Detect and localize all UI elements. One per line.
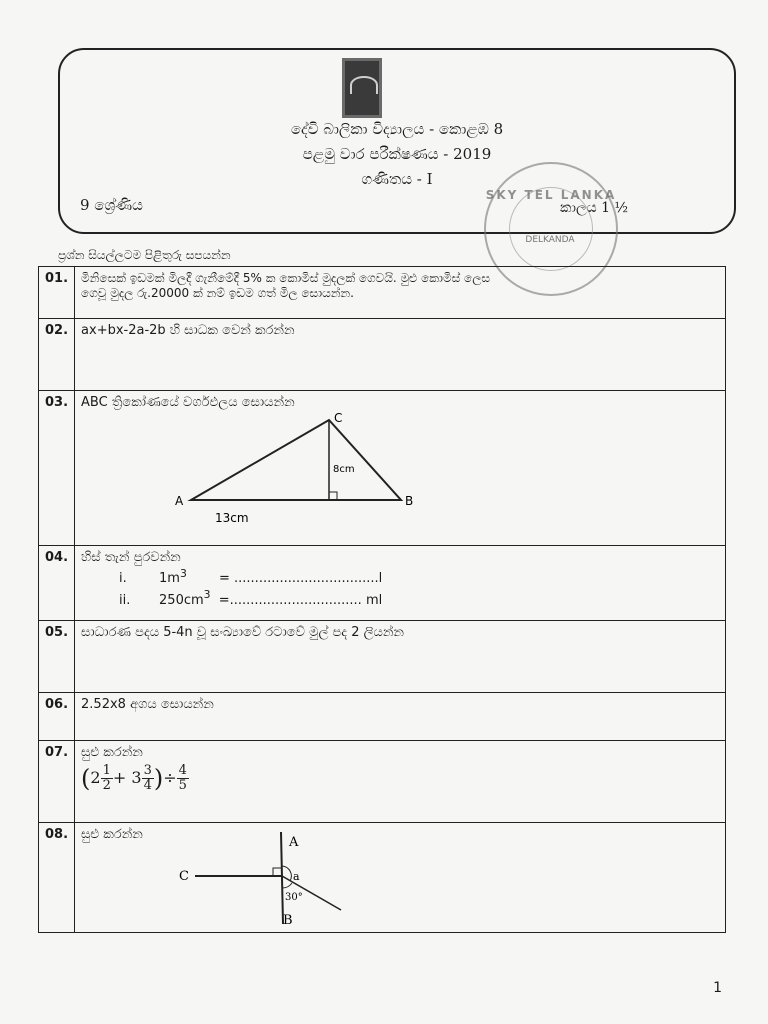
question-number: 03. (39, 391, 75, 546)
instruction-text: ප්‍රශ්න සියල්ලටම පිළිතුරු සපයන්න (58, 248, 231, 262)
conversion-item (119, 567, 719, 586)
question-number: 08. (39, 823, 75, 933)
blank-line: = ...................................l (219, 571, 383, 587)
angle-diagram (151, 828, 371, 926)
question-text (75, 693, 726, 741)
whole-number: 3 (131, 768, 142, 787)
question-row (39, 741, 726, 823)
question-line: සුළු කරන්න (81, 827, 143, 842)
question-row (39, 267, 726, 319)
unit-power: 3 (203, 588, 211, 602)
question-line: 2.52x8 අගය සොයන්න (81, 697, 214, 712)
label-b: B (283, 913, 293, 928)
question-number: 04. (39, 546, 75, 621)
base-label: 13cm (215, 511, 249, 525)
question-line: හිස් තැන් පුරවන්න (81, 550, 181, 565)
question-number: 07. (39, 741, 75, 823)
fraction (177, 764, 189, 793)
vertex-a-label: A (175, 494, 184, 508)
roman-numeral: ii. (119, 592, 131, 608)
denominator: 4 (143, 778, 152, 793)
grade-label: 9 ශ්‍රේණිය (80, 196, 143, 214)
numerator: 1 (102, 763, 111, 778)
question-line: මිනිසෙක් ඉඩමක් මිලදී ගැනීමේදී 5% ක කොමිස් මුදලක් ගෙවයි. මුළු කොමිස් ලෙස (81, 271, 491, 285)
exam-title: පළමු වාර පරීක්ෂණය - 2019 (302, 145, 492, 163)
question-line: ගෙවූ මුදල රු.20000 ක් නම් ඉඩම ගත් මිල සොයන්න. (81, 286, 354, 300)
question-number: 05. (39, 621, 75, 693)
question-number: 01. (39, 267, 75, 319)
header-box (58, 48, 736, 234)
question-line: ABC ත්‍රිකෝණයේ වර්ගඵලය සොයන්න (81, 395, 295, 410)
denominator: 2 (102, 778, 111, 793)
question-line: සාධාරණ පදය 5-4n වූ සංඛ්‍යාවේ රටාවේ මුල් පද 2 ලියන්න (81, 625, 404, 640)
question-row (39, 823, 726, 933)
unit-text: 1m (159, 571, 180, 587)
divide-sign: ÷ (163, 768, 177, 787)
time-label: කාලය 1 ½ (560, 200, 629, 216)
stamp-text: SKY TEL LANKA (485, 188, 617, 202)
question-text (75, 267, 726, 319)
question-line: ax+bx-2a-2b හි සාධක වෙන් කරන්න (81, 323, 295, 338)
right-angle-mark (273, 868, 282, 876)
vertex-b-label: B (405, 494, 414, 508)
plus-sign: + (112, 768, 127, 787)
fraction-expression: (2 $\frac{1}{2}$ + 3 $\frac{3}{4}$ )÷ $\frac{4}{5}$ (81, 763, 187, 793)
question-row (39, 693, 726, 741)
subject-title: ගණිතය - I (361, 170, 433, 188)
question-text (75, 823, 726, 933)
question-row (39, 319, 726, 391)
question-text (75, 391, 726, 546)
unit-power: 3 (179, 567, 187, 580)
question-text (75, 319, 726, 391)
roman-numeral: i. (119, 571, 127, 587)
fraction (142, 764, 154, 793)
conversion-item (119, 588, 719, 607)
question-row (39, 391, 726, 546)
school-name: දේවි බාලිකා විද්‍යාලය - කොළඹ 8 (290, 120, 504, 138)
question-text (75, 741, 726, 823)
blank-line: =................................ ml (218, 592, 383, 608)
question-number: 06. (39, 693, 75, 741)
page-number: 1 (713, 980, 722, 996)
vertex-c-label: C (334, 411, 343, 425)
question-table (38, 266, 726, 933)
fraction (101, 764, 113, 793)
triangle-diagram (171, 410, 414, 528)
whole-number: 2 (90, 768, 101, 787)
unit-text: 250cm (159, 592, 204, 608)
numerator: 4 (178, 763, 187, 778)
question-number: 02. (39, 319, 75, 391)
vertical-line-ab (281, 832, 283, 924)
question-text (75, 546, 726, 621)
angle-arc-30 (282, 883, 292, 888)
right-angle-mark (329, 492, 337, 500)
label-a: A (289, 835, 299, 850)
label-c: C (179, 869, 189, 884)
angle-30-label: 30° (285, 892, 303, 903)
height-label: 8cm (333, 464, 355, 475)
numerator: 3 (143, 763, 152, 778)
question-row (39, 546, 726, 621)
question-line: සුළු කරන්න (81, 745, 143, 760)
denominator: 5 (178, 778, 187, 793)
triangle-shape (191, 420, 401, 500)
school-crest-logo (342, 58, 382, 118)
question-row (39, 621, 726, 693)
angle-a-label: a (293, 870, 300, 883)
stamp-place: DELKANDA (525, 235, 575, 245)
question-text (75, 621, 726, 693)
